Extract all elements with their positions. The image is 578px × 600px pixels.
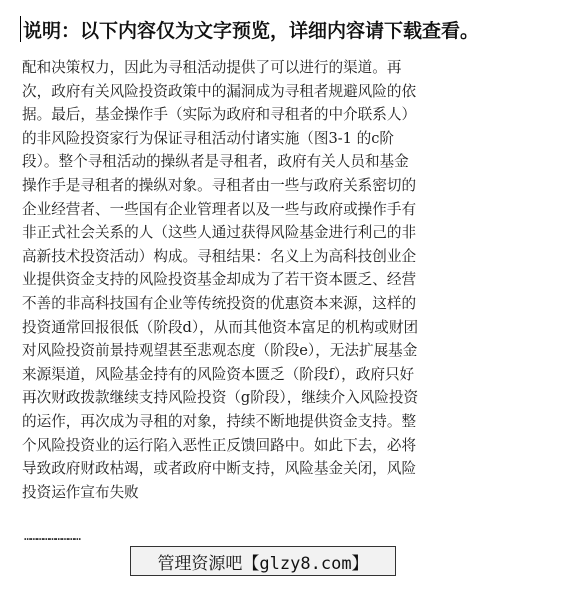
paragraph-line: 个风险投资业的运行陷入恶性正反馈回路中。如此下去，必将 [22, 436, 417, 454]
paragraph-line: 再次财政拨款继续支持风险投资（g阶段），继续介入风险投资 [22, 389, 419, 407]
paragraph-line: 的运作，再次成为寻租的对象，持续不断地提供资金支持。整 [22, 412, 417, 430]
paragraph-line: 来源渠道，风险基金持有的风险资本匮乏（阶段f），政府只好 [22, 365, 415, 383]
paragraph-line: 投资通常回报很低（阶段d），从而其他资本富足的机构或财团 [22, 318, 419, 336]
paragraph-line: 企业经营者、一些国有企业管理者以及一些与政府或操作手有 [22, 200, 417, 218]
paragraph-line: 对风险投资前景持观望甚至悲观态度（阶段e），无法扩展基金 [22, 342, 418, 360]
paragraph-line: 段）。整个寻租活动的操纵者是寻租者，政府有关人员和基金 [22, 153, 409, 171]
paragraph-line: 操作手是寻租者的操纵对象。寻租者由一些与政府关系密切的 [22, 176, 417, 194]
paragraph-line: 据。最后，基金操作手（实际为政府和寻租者的中介联系人） [22, 106, 417, 124]
paragraph-line: 导致政府财政枯竭，或者政府中断支持，风险基金关闭，风险 [22, 460, 417, 478]
paragraph-line: 的非风险投资家行为保证寻租活动付诸实施（图3-1 的c阶 [22, 129, 394, 147]
paragraph-line: 投资运作宣布失败 [22, 483, 139, 501]
paragraph-line: 配和决策权力，因此为寻租活动提供了可以进行的渠道。再 [22, 59, 402, 76]
ellipsis-separator: ……………………… [24, 530, 81, 542]
text-cursor [20, 16, 21, 42]
preview-notice-text: 说明：以下内容仅为文字预览，详细内容请下载查看。 [23, 19, 480, 42]
paragraph-line: 业提供资金支持的风险投资基金却成为了若干资本匮乏、经营 [22, 271, 417, 289]
document-body [22, 56, 552, 504]
site-banner[interactable]: 管理资源吧【glzy8.com】 [130, 546, 396, 576]
paragraph-line: 不善的非高科技国有企业等传统投资的优惠资本来源，这样的 [22, 294, 417, 312]
paragraph-line: 非正式社会关系的人（这些人通过获得风险基金进行利己的非 [22, 224, 417, 242]
preview-notice [20, 14, 570, 44]
paragraph-line: 高新技术投资活动）构成。寻租结果：名义上为高科技创业企 [22, 247, 417, 265]
paragraph-line: 次，政府有关风险投资政策中的漏洞成为寻租者规避风险的依 [22, 82, 417, 100]
